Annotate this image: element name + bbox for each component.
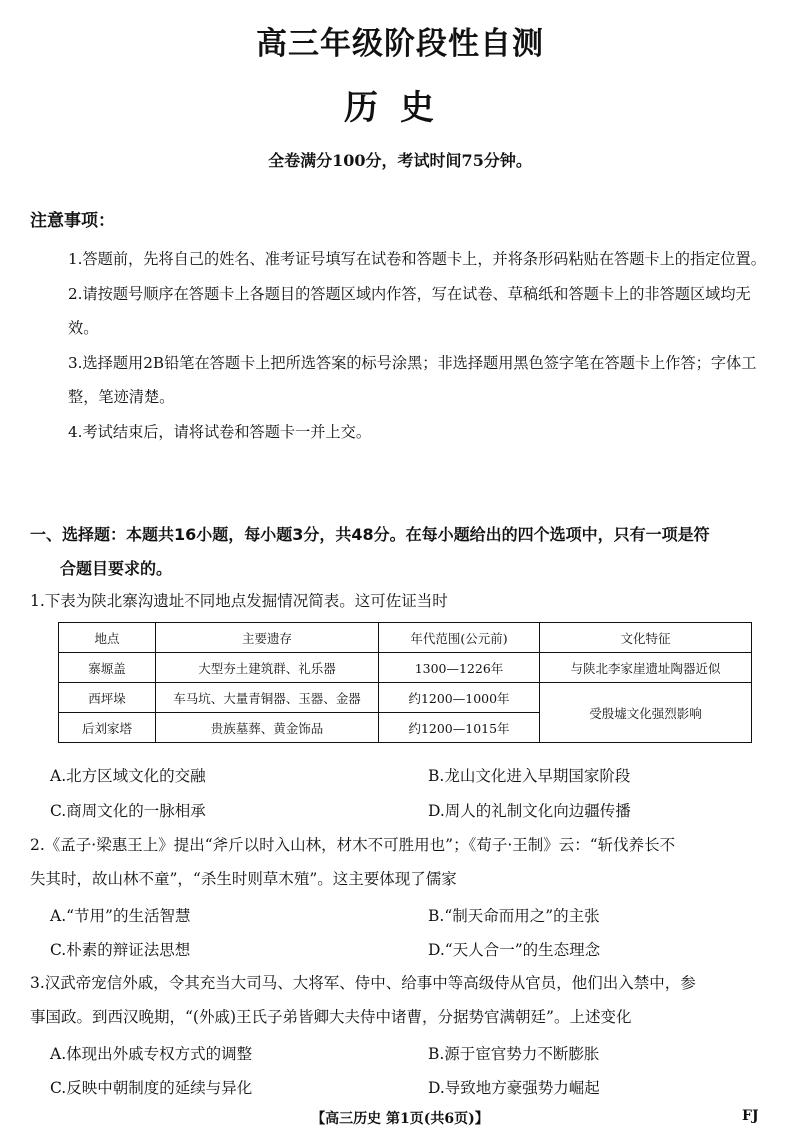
option-b: B.“制天命而用之”的主张	[428, 907, 600, 925]
section-heading-line: 合题目要求的。	[60, 559, 173, 578]
page-footer: 【高三历史 第1页(共6页)】	[311, 1111, 489, 1127]
notice-item: 3.选择题用2B铅笔在答题卡上把所选答案的标号涂黑；非选择题用黑色签字笔在答题卡上作答；字体工整，笔迹清楚。	[68, 353, 757, 406]
table-header-cell: 主要遗存	[156, 623, 379, 653]
subject-title: 历史	[344, 88, 456, 128]
table-header-cell: 年代范围(公元前)	[379, 623, 540, 653]
option-a: A.“节用”的生活智慧	[50, 907, 191, 925]
section-heading-line: 一、选择题：本题共16小题，每小题3分，共48分。在每小题给出的四个选项中，只有一项是符	[30, 525, 710, 544]
option-c: C.反映中朝制度的延续与异化	[50, 1079, 253, 1097]
question-stem-line: 事国政。到西汉晚期，“(外戚)王氏子弟皆卿大夫侍中诸曹，分据势官满朝廷”。上述变化	[30, 1008, 632, 1026]
question-stem-line: 失其时，故山林不童”，“杀生时则草木殖”。这主要体现了儒家	[30, 870, 457, 888]
section-heading	[30, 518, 770, 586]
question-2-stem	[30, 828, 775, 896]
table-cell: 后刘家塔	[59, 713, 156, 743]
table-header-cell: 地点	[59, 623, 156, 653]
option-c: C.商周文化的一脉相承	[50, 802, 206, 820]
notice-list	[68, 242, 768, 449]
table-cell: 约1200—1015年	[379, 713, 540, 743]
score-time-line: 全卷满分100分，考试时间75分钟。	[268, 151, 532, 170]
exam-title: 高三年级阶段性自测	[256, 26, 544, 62]
notice-item: 1.答题前，先将自己的姓名、准考证号填写在试卷和答题卡上，并将条形码粘贴在答题卡上的指定位置。	[68, 250, 766, 268]
question-stem-line: 1.下表为陕北寨沟遗址不同地点发掘情况简表。这可佐证当时	[30, 592, 448, 610]
excavation-table	[58, 622, 752, 743]
table-header-row	[59, 623, 752, 653]
option-d: D.“天人合一”的生态理念	[428, 941, 601, 959]
table-row	[59, 683, 752, 713]
notice-item: 2.请按题号顺序在答题卡上各题目的答题区域内作答，写在试卷、草稿纸和答题卡上的非答题区域均无效。	[68, 284, 751, 337]
notice-item: 4.考试结束后，请将试卷和答题卡一并上交。	[68, 422, 372, 441]
table-cell: 与陕北李家崖遗址陶器近似	[540, 653, 752, 683]
table-cell: 大型夯土建筑群、礼乐器	[156, 653, 379, 683]
table-header-cell: 文化特征	[540, 623, 752, 653]
option-a: A.体现出外戚专权方式的调整	[50, 1045, 253, 1063]
table-cell: 寨塬盖	[59, 653, 156, 683]
notice-heading: 注意事项：	[30, 211, 115, 231]
option-d: D.周人的礼制文化向边疆传播	[428, 802, 631, 820]
option-a: A.北方区域文化的交融	[50, 767, 206, 785]
table-row	[59, 653, 752, 683]
paper-code: FJ	[742, 1108, 759, 1124]
question-1-stem	[30, 584, 775, 618]
option-b: B.源于宦官势力不断膨胀	[428, 1045, 600, 1063]
question-3-stem	[30, 966, 775, 1034]
option-c: C.朴素的辩证法思想	[50, 941, 191, 959]
table-cell: 西坪垛	[59, 683, 156, 713]
table-cell: 约1200—1000年	[379, 683, 540, 713]
option-b: B.龙山文化进入早期国家阶段	[428, 767, 631, 785]
table-cell: 车马坑、大量青铜器、玉器、金器	[156, 683, 379, 713]
table-cell: 1300—1226年	[379, 653, 540, 683]
table-cell: 受殷墟文化强烈影响	[540, 683, 752, 743]
question-stem-line: 3.汉武帝宠信外戚，令其充当大司马、大将军、侍中、给事中等高级侍从官员，他们出入禁中，参	[30, 974, 696, 992]
question-stem-line: 2.《孟子·梁惠王上》提出“斧斤以时入山林，材木不可胜用也”；《荀子·王制》云：“斩伐养长不	[30, 836, 676, 854]
table-cell: 贵族墓葬、黄金饰品	[156, 713, 379, 743]
option-d: D.导致地方豪强势力崛起	[428, 1079, 600, 1097]
